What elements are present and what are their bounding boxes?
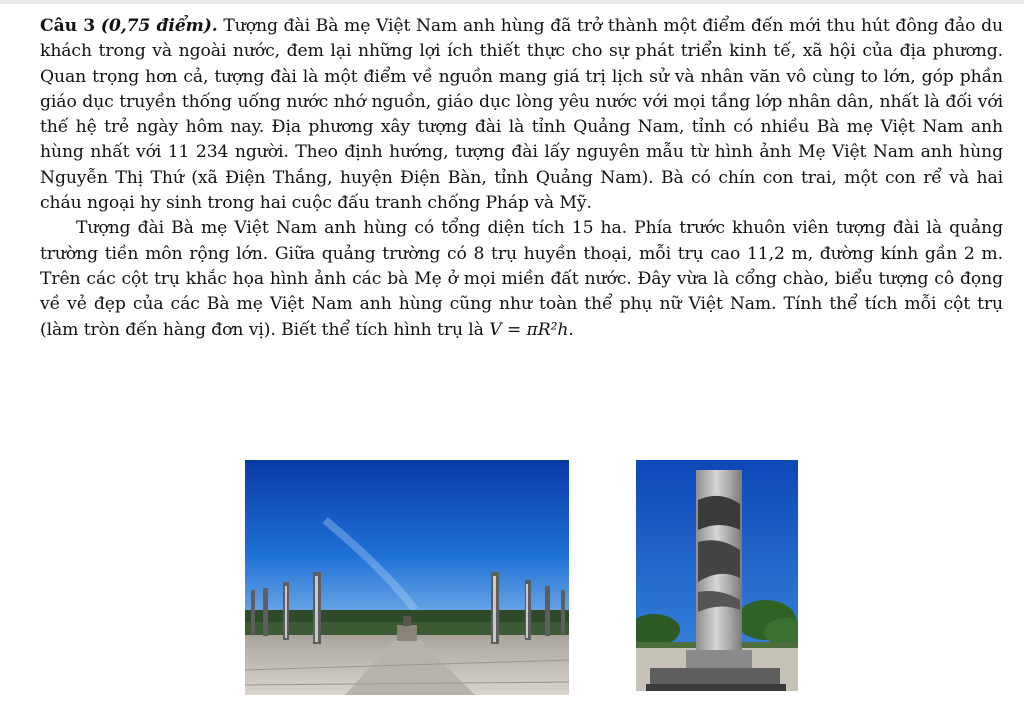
volume-formula: V = πR²h (489, 319, 569, 340)
question-points: (0,75 điểm). (100, 16, 218, 36)
pillar-photo (636, 460, 798, 691)
top-border (0, 0, 1024, 4)
question-text (40, 14, 1003, 343)
paragraph-2 (40, 216, 1003, 342)
paragraph-1-body: Tượng đài Bà mẹ Việt Nam anh hùng đã trở thành một điểm đến mới thu hút đông đảo du khách trong và ngoài nước, đem lại những lợi ích thiết thực cho sự phát triển kinh tế, xã hội của địa phương. Quan trọng hơn cả, tượng đài là một điểm về nguồn mang giá trị lịch sử và nhân văn vô cùng to lớn, góp phần giáo dục truyền thống uống nước nhớ nguồn, giáo dục lòng yêu nước với mọi tầng lớp nhân dân, nhất là đối với thế hệ trẻ ngày hôm nay. Địa phương xây tượng đài là tỉnh Quảng Nam, tỉnh có nhiều Bà mẹ Việt Nam anh hùng nhất với 11 234 người. Theo định hướng, tượng đài lấy nguyên mẫu từ hình ảnh Mẹ Việt Nam anh hùng Nguyễn Thị Thứ (xã Điện Thắng, huyện Điện Bàn, tỉnh Quảng Nam). Bà có chín con trai, một con rể và hai cháu ngoại hy sinh trong hai cuộc đấu tranh chống Pháp và Mỹ. (40, 16, 1003, 214)
question-heading: Câu 3 (40, 16, 96, 36)
paragraph-2-end: . (568, 319, 574, 340)
paragraph-1 (40, 14, 1003, 216)
paragraph-2-body: Tượng đài Bà mẹ Việt Nam anh hùng có tổng diện tích 15 ha. Phía trước khuôn viên tượng đài là quảng trường tiền môn rộng lớn. Giữa quảng trường có 8 trụ huyền thoại, mỗi trụ cao 11,2 m, đường kính gần 2 m. Trên các cột trụ khắc họa hình ảnh các bà Mẹ ở mọi miền đất nước. Đây vừa là cổng chào, biểu tượng cô đọng về vẻ đẹp của các Bà mẹ Việt Nam anh hùng cũng như toàn thể phụ nữ Việt Nam. Tính thể tích mỗi cột trụ (làm tròn đến hàng đơn vị). Biết thể tích hình trụ là (40, 218, 1003, 340)
monument-square-photo (245, 460, 569, 695)
